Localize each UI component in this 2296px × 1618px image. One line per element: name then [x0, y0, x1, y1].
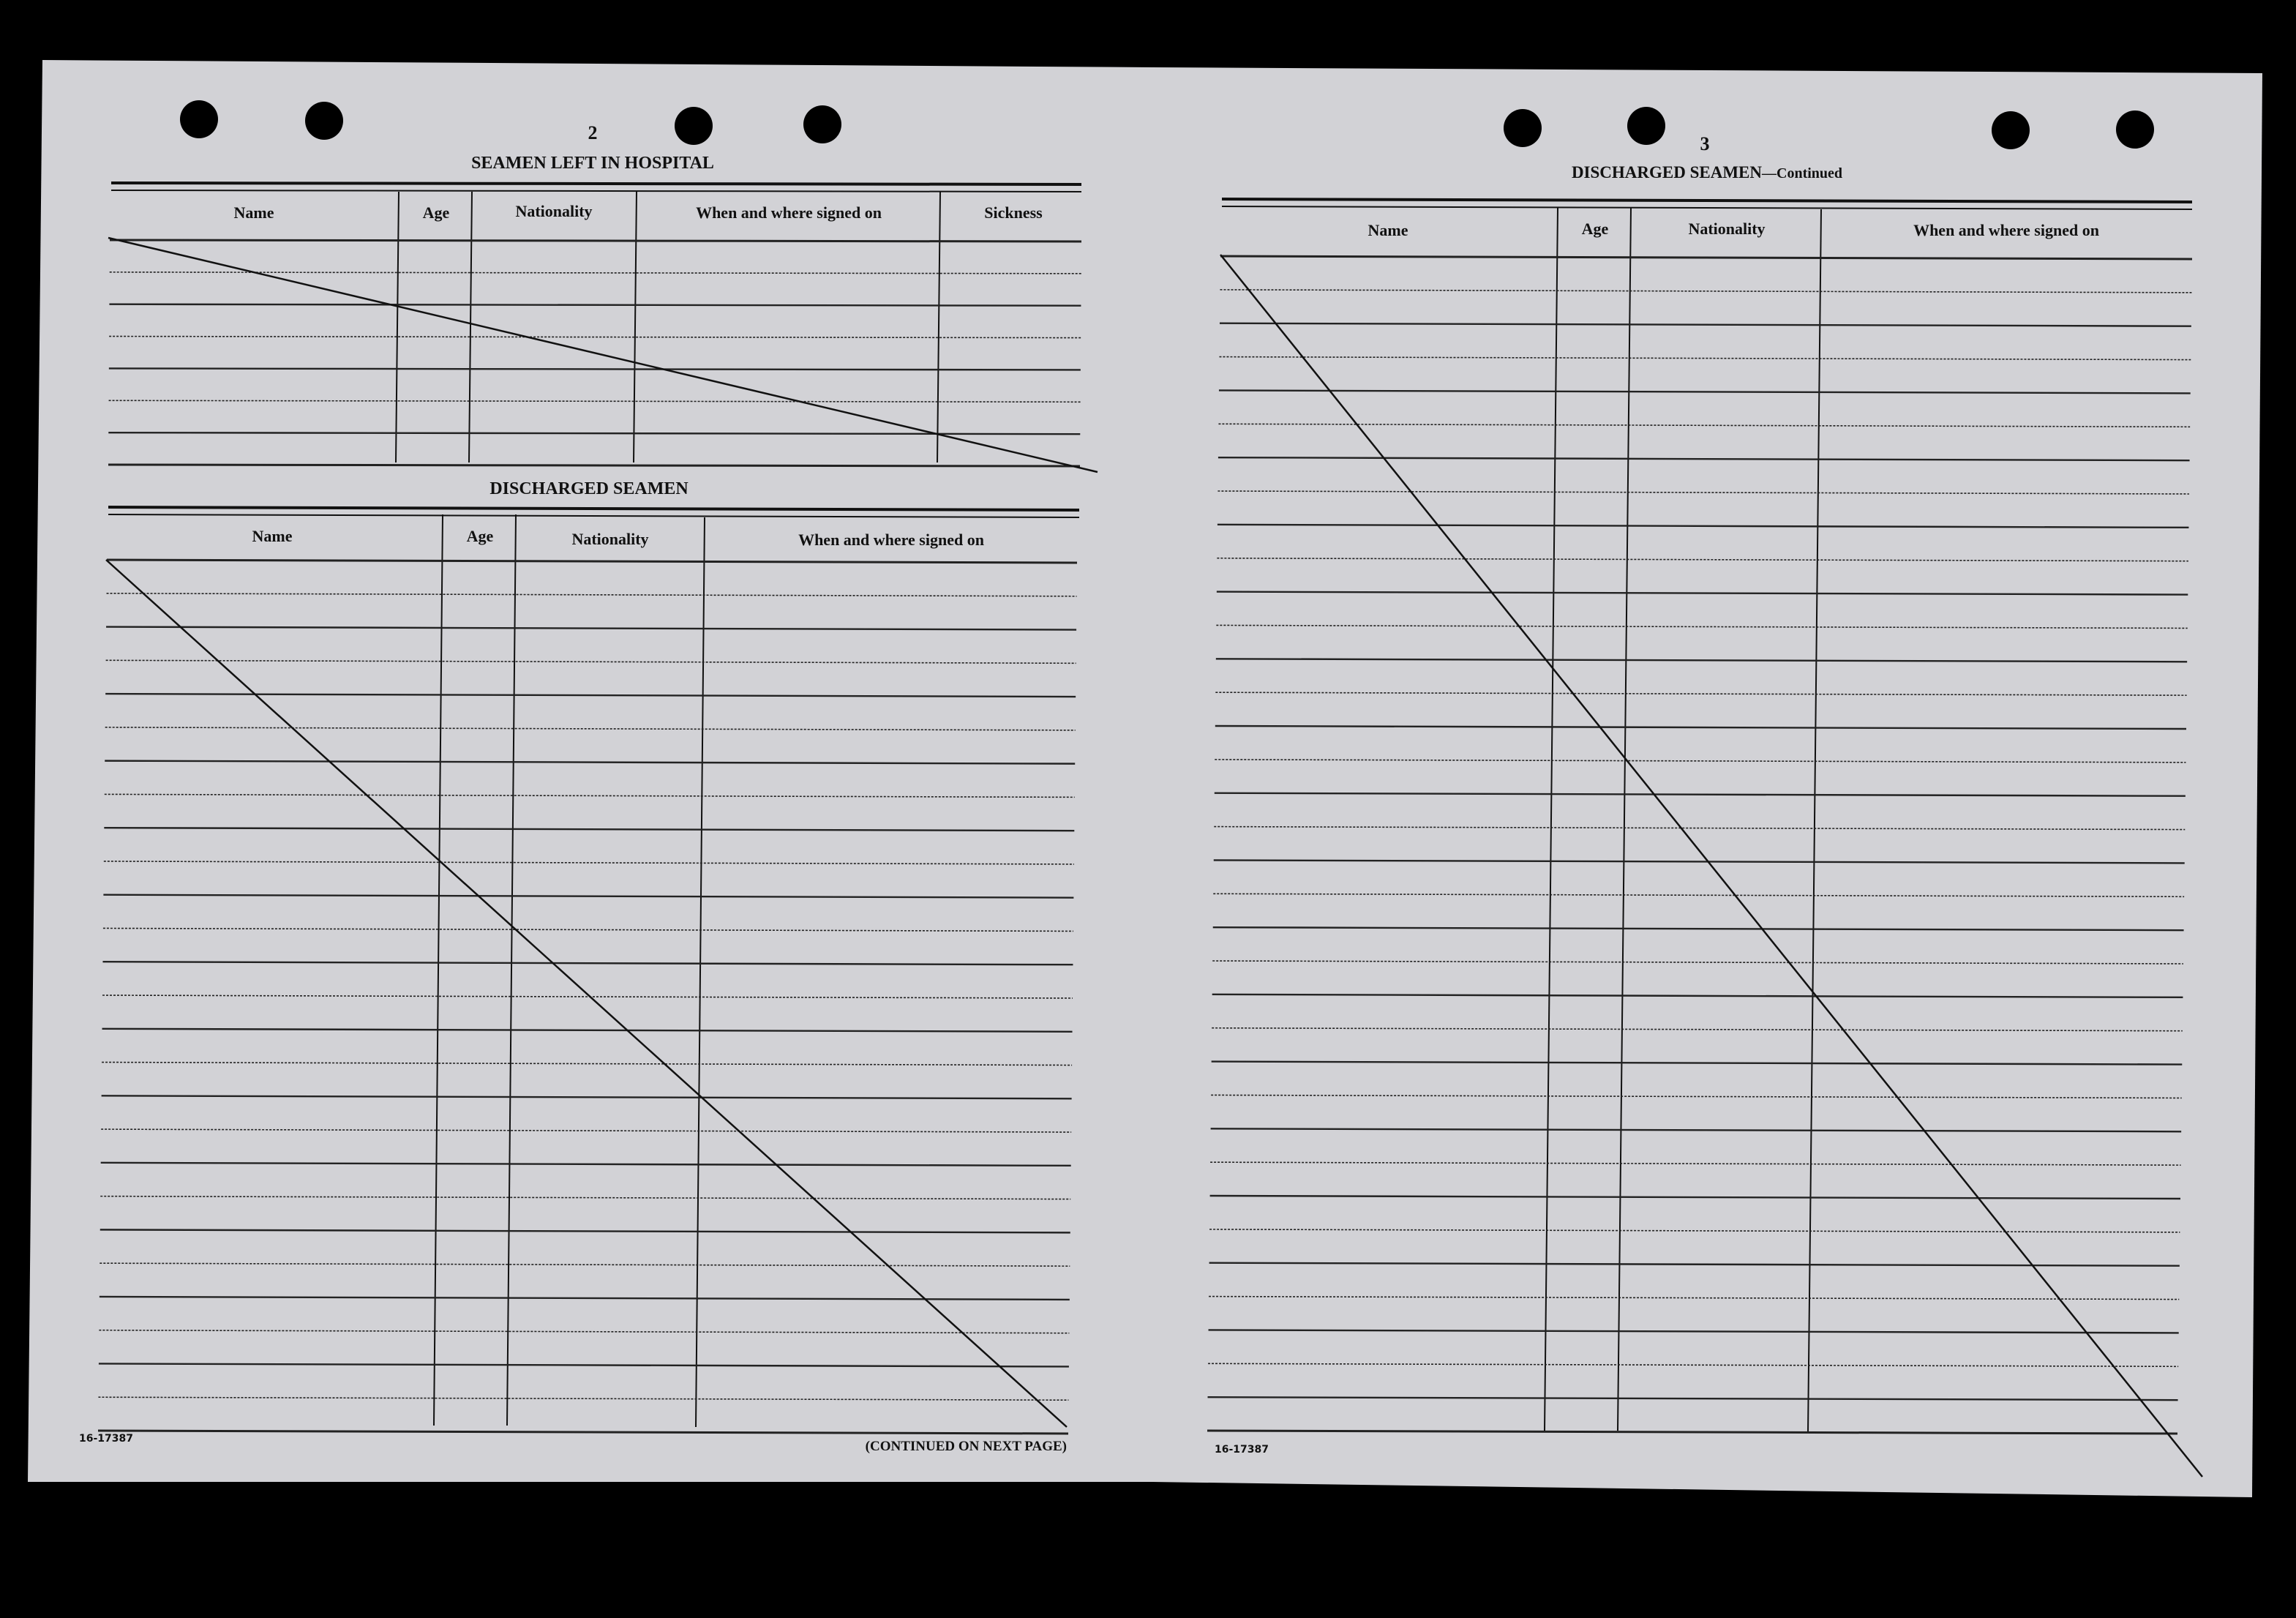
col-header-sickness: Sickness — [984, 203, 1043, 222]
col-header-nationality: Nationality — [1688, 220, 1766, 238]
left-page-number: 2 — [588, 122, 598, 143]
right-section-title — [1572, 163, 1842, 181]
col-header-when-where: When and where signed on — [1913, 221, 2099, 239]
discharged-section-title: DISCHARGED SEAMEN — [489, 479, 689, 498]
punch-hole — [803, 105, 841, 143]
punch-hole — [1504, 109, 1542, 147]
col-header-name: Name — [233, 203, 274, 222]
continued-note: (CONTINUED ON NEXT PAGE) — [865, 1439, 1067, 1454]
punch-hole — [180, 100, 218, 138]
col-header-nationality: Nationality — [571, 530, 649, 548]
punch-hole — [2116, 111, 2154, 149]
col-header-name: Name — [252, 527, 293, 545]
punch-hole — [1627, 107, 1665, 145]
hospital-section-title: SEAMEN LEFT IN HOSPITAL — [471, 154, 714, 173]
col-header-nationality: Nationality — [515, 202, 593, 220]
punch-hole — [305, 102, 343, 140]
ruled-line — [110, 240, 1081, 241]
col-header-age: Age — [1581, 220, 1609, 238]
punch-hole — [675, 107, 713, 145]
col-header-when-where: When and where signed on — [798, 531, 984, 549]
right-page-paper — [1152, 67, 2262, 1497]
right-page-number: 3 — [1700, 133, 1710, 154]
left-form-number: 16-17387 — [79, 1433, 133, 1445]
ruled-line — [108, 465, 1080, 466]
punch-hole — [1992, 111, 2030, 149]
title-suffix: —Continued — [1762, 165, 1843, 181]
col-header-age: Age — [466, 527, 494, 545]
title-main: DISCHARGED SEAMEN — [1571, 163, 1763, 181]
right-form-number: 16-17387 — [1215, 1444, 1269, 1456]
col-header-age: Age — [422, 203, 450, 222]
col-header-name: Name — [1368, 221, 1408, 239]
col-header-when-where: When and where signed on — [696, 203, 882, 222]
